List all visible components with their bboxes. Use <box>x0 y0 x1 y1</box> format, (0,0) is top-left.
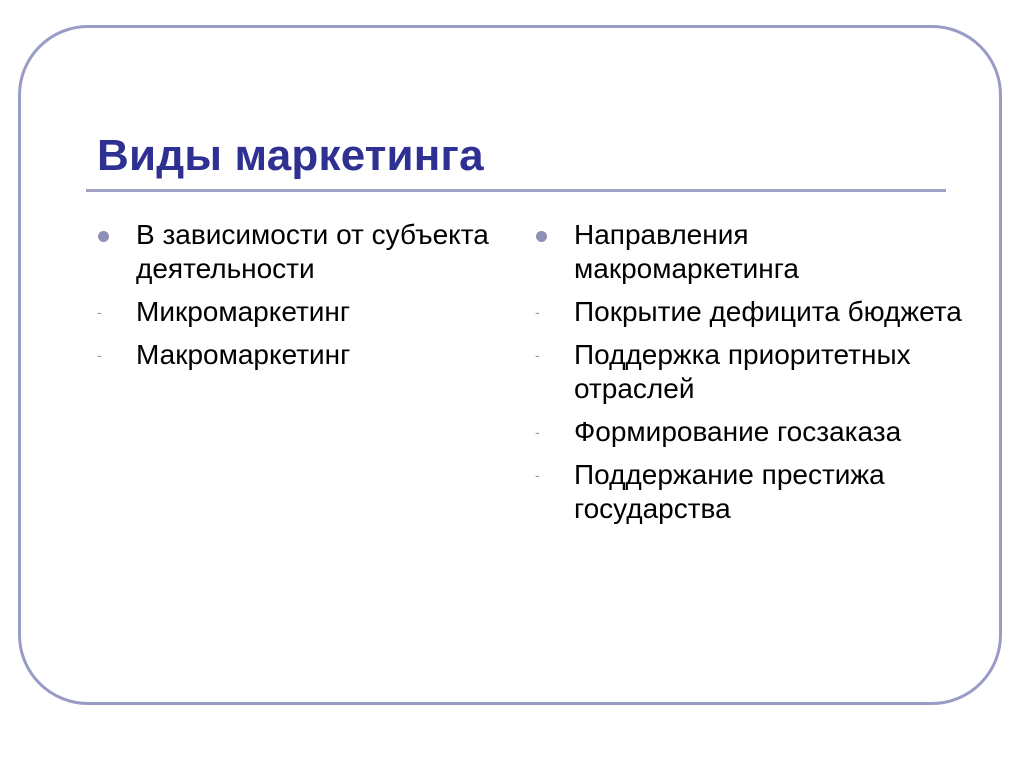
dash-icon: - <box>97 347 102 363</box>
list-item-text: Макромаркетинг <box>136 339 351 370</box>
list-item-subject-dependence <box>96 218 516 286</box>
list-item-macromarketing <box>96 338 516 372</box>
list-item-text: Формирование госзаказа <box>574 416 902 447</box>
list-item-budget-deficit <box>534 295 964 329</box>
list-item-state-order <box>534 415 964 449</box>
dash-icon: - <box>97 304 102 320</box>
dash-icon: - <box>535 304 540 320</box>
bullet-icon <box>98 231 109 242</box>
list-item-text: Поддержание престижа государства <box>574 459 885 524</box>
dash-icon: - <box>535 467 540 483</box>
dash-icon: - <box>535 347 540 363</box>
list-item-text: В зависимости от субъекта деятельности <box>136 219 489 284</box>
list-item-text: Поддержка приоритетных отраслей <box>574 339 911 404</box>
list-item-priority-industries <box>534 338 964 406</box>
list-item-text: Микромаркетинг <box>136 296 351 327</box>
right-column-list <box>534 218 964 535</box>
list-item-macromarketing-directions <box>534 218 964 286</box>
list-item-text: Покрытие дефицита бюджета <box>574 296 962 327</box>
list-item-micromarketing <box>96 295 516 329</box>
slide-title: Виды маркетинга <box>97 131 484 180</box>
bullet-icon <box>536 231 547 242</box>
list-item-text: Направления макромаркетинга <box>574 219 799 284</box>
dash-icon: - <box>535 424 540 440</box>
title-divider <box>86 189 946 192</box>
list-item-state-prestige <box>534 458 964 526</box>
left-column-list <box>96 218 516 381</box>
